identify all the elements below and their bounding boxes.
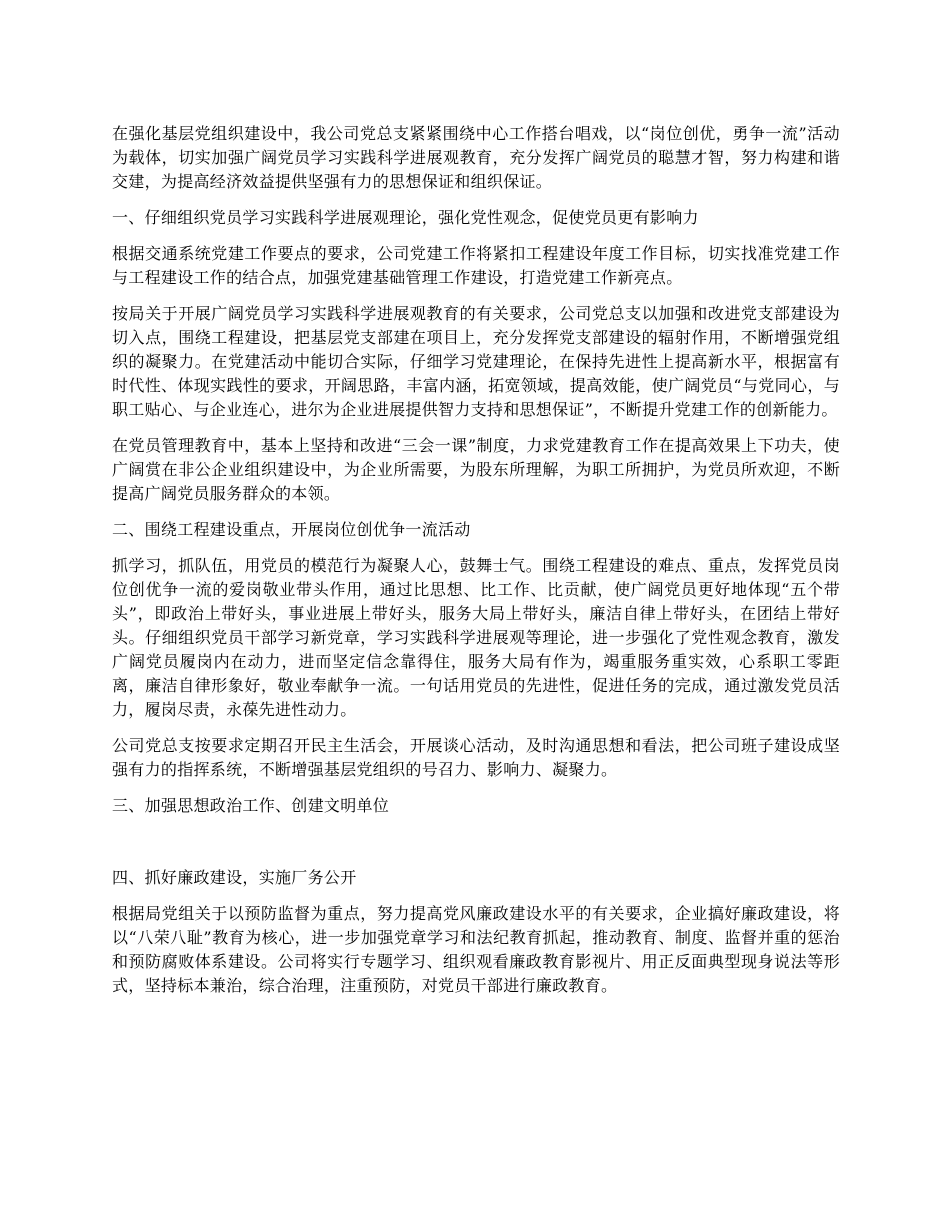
body-paragraph: 抓学习，抓队伍，用党员的模范行为凝聚人心，鼓舞士气。围绕工程建设的难点、重点，发挥党员岗位创优争一流的爱岗敬业带头作用，通过比思想、比工作、比贡献，使广阔党员更好地体现“五个带头”，即政治上带好头，事业进展上带好头，服务大局上带好头，廉洁自律上带好头，在团结上带好头。仔细组织党员干部学习新党章，学习实践科学进展观等理论，进一步强化了党性观念教育，激发广阔党员履岗内在动力，进而坚定信念靠得住，服务大局有作为，竭重服务重实效，心系职工零距离，廉洁自律形象好，敬业奉献争一流。一句话用党员的先进性，促进任务的完成，通过激发党员活力，履岗尽责，永葆先进性动力。 (112, 556, 840, 719)
intro-paragraph: 在强化基层党组织建设中，我公司党总支紧紧围绕中心工作搭台唱戏，以“岗位创优，勇争一流”活动为载体，切实加强广阔党员学习实践科学进展观教育，充分发挥广阔党员的聪慧才智，努力构建和谐交建，为提高经济效益提供坚强有力的思想保证和组织保证。 (112, 124, 840, 191)
body-paragraph: 在党员管理教育中，基本上坚持和改进“三会一课”制度，力求党建教育工作在提高效果上下功夫，使广阔赏在非公企业组织建设中，为企业所需要，为股东所理解，为职工所拥护，为党员所欢迎，不断提高广阔党员服务群众的本领。 (112, 436, 840, 503)
body-paragraph: 公司党总支按要求定期召开民主生活会，开展谈心活动，及时沟通思想和看法，把公司班子建设成坚强有力的指挥系统，不断增强基层党组织的号召力、影响力、凝聚力。 (112, 736, 840, 779)
body-paragraph: 根据交通系统党建工作要点的要求，公司党建工作将紧扣工程建设年度工作目标，切实找准党建工作与工程建设工作的结合点，加强党建基础管理工作建设，打造党建工作新亮点。 (112, 244, 840, 287)
section-heading-1: 一、仔细组织党员学习实践科学进展观理论，强化党性观念，促使党员更有影响力 (112, 208, 699, 227)
document-body (112, 122, 840, 998)
body-paragraph: 根据局党组关于以预防监督为重点，努力提高党风廉政建设水平的有关要求，企业搞好廉政建设，将以“八荣八耻”教育为核心，进一步加强党章学习和法纪教育抓起，推动教育、制度、监督并重的惩治和预防腐败体系建设。公司将实行专题学习、组织观看廉政教育影视片、用正反面典型现身说法等形式，坚持标本兼治，综合治理，注重预防，对党员干部进行廉政教育。 (112, 904, 840, 995)
section-heading-2: 二、围绕工程建设重点，开展岗位创优争一流活动 (112, 520, 471, 539)
section-heading-4: 四、抓好廉政建设，实施厂务公开 (112, 868, 357, 887)
section-heading-3: 三、加强思想政治工作、创建文明单位 (112, 796, 390, 815)
body-paragraph: 按局关于开展广阔党员学习实践科学进展观教育的有关要求，公司党总支以加强和改进党支部建设为切入点，围绕工程建设，把基层党支部建在项目上，充分发挥党支部建设的辐射作用，不断增强党组织的凝聚力。在党建活动中能切合实际，仔细学习党建理论，在保持先进性上提高新水平，根据富有时代性、体现实践性的要求，开阔思路，丰富内涵，拓宽领域，提高效能，使广阔党员“与党同心，与职工贴心、与企业连心，进尔为企业进展提供智力支持和思想保证”，不断提升党建工作的创新能力。 (112, 304, 840, 419)
